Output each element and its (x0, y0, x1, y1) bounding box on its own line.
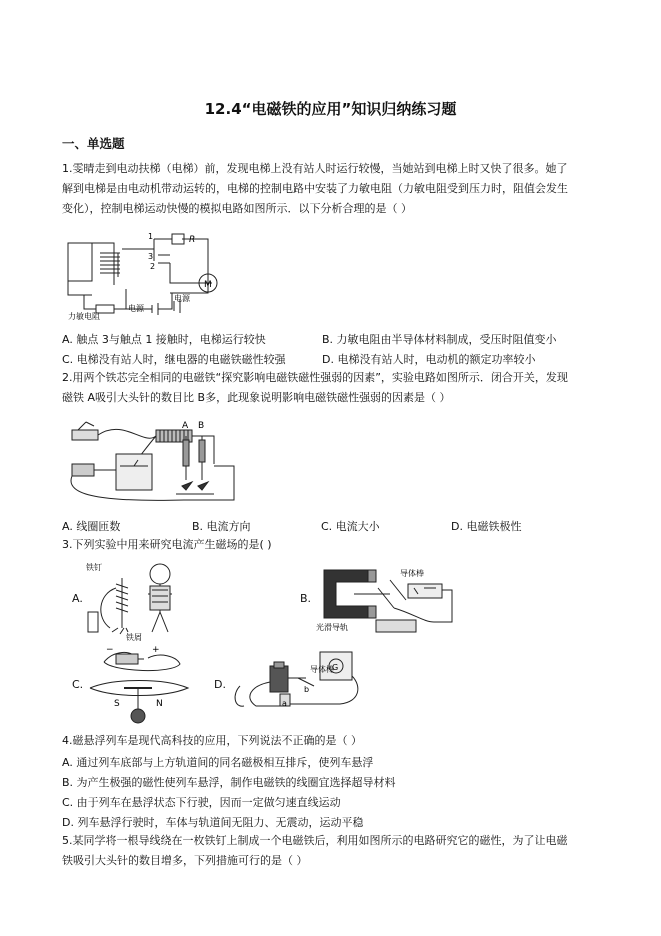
q2-option-c[interactable]: C. 电流大小 (321, 520, 380, 533)
q3-option-b-label[interactable]: B. (300, 592, 312, 605)
q1-fig-source-1: 电源 (128, 304, 144, 313)
q1-option-d[interactable]: D. 电梯没有站人时，电动机的额定功率较小 (322, 353, 536, 366)
q2-line-2: 磁铁 A吸引大头针的数目比 B多，此现象说明影响电磁铁磁性强弱的因素是（ ） (62, 391, 451, 404)
q3-fig-d-a: a (282, 699, 287, 708)
q4-option-a[interactable]: A. 通过列车底部与上方轨道间的同名磁极相互排斥，使列车悬浮 (62, 756, 374, 769)
q1-fig-force-resistor: 力敏电阻 (68, 312, 100, 321)
q5-line-2: 铁吸引大头针的数目增多，下列措施可行的是（ ） (62, 854, 308, 867)
q5-line-1: 5.某同学将一根导线绕在一枚铁钉上制成一个电磁铁后，利用如图所示的电路研究它的磁性，为了让电磁 (62, 834, 568, 847)
q2-fig-label-a: A (182, 421, 189, 431)
q1-fig-r-label: R (189, 235, 196, 245)
q1-option-b[interactable]: B. 力敏电阻由半导体材料制成，受压时阻值变小 (322, 333, 557, 346)
q3-option-c-label[interactable]: C. (72, 678, 84, 691)
q1-line-3: 变化），控制电梯运动快慢的模拟电路如图所示．以下分析合理的是（ ） (62, 202, 412, 215)
q3-line: 3.下列实验中用来研究电流产生磁场的是( ) (62, 538, 272, 551)
q4-option-d[interactable]: D. 列车悬浮行驶时，车体与轨道间无阻力、无震动，运动平稳 (62, 816, 364, 829)
q1-fig-motor-label: M (204, 280, 212, 290)
q1-fig-label-1: 1 (148, 232, 154, 241)
q2-option-b[interactable]: B. 电流方向 (192, 520, 251, 533)
q3-fig-d-g: G (332, 663, 339, 672)
q3-fig-c-plus: + (152, 645, 160, 655)
q1-fig-label-3: 3 (148, 252, 154, 261)
q1-fig-label-2: 2 (150, 262, 156, 271)
q3-fig-b-rod: 导体棒 (400, 569, 424, 578)
section-heading: 一、单选题 (62, 136, 125, 151)
q4-line: 4.磁悬浮列车是现代高科技的应用，下列说法不正确的是（ ） (62, 734, 362, 747)
q1-option-a[interactable]: A. 触点 3与触点 1 接触时，电梯运行较快 (62, 333, 266, 346)
q3-fig-a-nail: 铁钉 (86, 563, 102, 572)
q1-fig-source-2: 电源 (174, 294, 190, 303)
q3-figure-d (230, 646, 380, 722)
q3-figure-a (82, 558, 182, 642)
q3-fig-c-s: S (114, 699, 120, 709)
q1-line-1: 1.雯晴走到电动扶梯（电梯）前，发现电梯上没有站人时运行较慢，当她站到电梯上时又快了很多。她了 (62, 162, 568, 175)
q3-fig-a-filings: 铁屑 (126, 633, 142, 642)
q2-line-1: 2.用两个铁芯完全相同的电磁铁“探究影响电磁铁磁性强弱的因素”，实验电路如图所示．闭合开关，发现 (62, 371, 568, 384)
q1-line-2: 解到电梯是由电动机带动运转的，电梯的控制电路中安装了力敏电阻（力敏电阻受到压力时，阻值会发生 (62, 182, 568, 195)
q3-option-a-label[interactable]: A. (72, 592, 83, 605)
page-title: 12.4“电磁铁的应用”知识归纳练习题 (204, 100, 457, 118)
q1-option-c[interactable]: C. 电梯没有站人时，继电器的电磁铁磁性较强 (62, 353, 286, 366)
q2-electromagnet-circuit-figure (64, 416, 240, 506)
q3-fig-d-rod: 导体棒 (310, 665, 334, 674)
q4-option-b[interactable]: B. 为产生极强的磁性使列车悬浮，制作电磁铁的线圈宜选择超导材料 (62, 776, 396, 789)
q1-relay-circuit-figure (62, 225, 234, 321)
q3-figure-b (314, 560, 458, 640)
q2-option-d[interactable]: D. 电磁铁极性 (451, 520, 522, 533)
q3-fig-c-n: N (156, 699, 163, 709)
q4-option-c[interactable]: C. 由于列车在悬浮状态下行驶，因而一定做匀速直线运动 (62, 796, 341, 809)
q3-fig-b-rail: 光滑导轨 (316, 623, 348, 632)
q3-option-d-label[interactable]: D. (214, 678, 226, 691)
q2-option-a[interactable]: A. 线圈匝数 (62, 520, 121, 533)
q3-fig-d-b: b (304, 685, 310, 694)
q3-fig-c-minus: − (106, 645, 114, 655)
q3-figure-c (84, 644, 194, 728)
q2-fig-label-b: B (198, 421, 205, 431)
